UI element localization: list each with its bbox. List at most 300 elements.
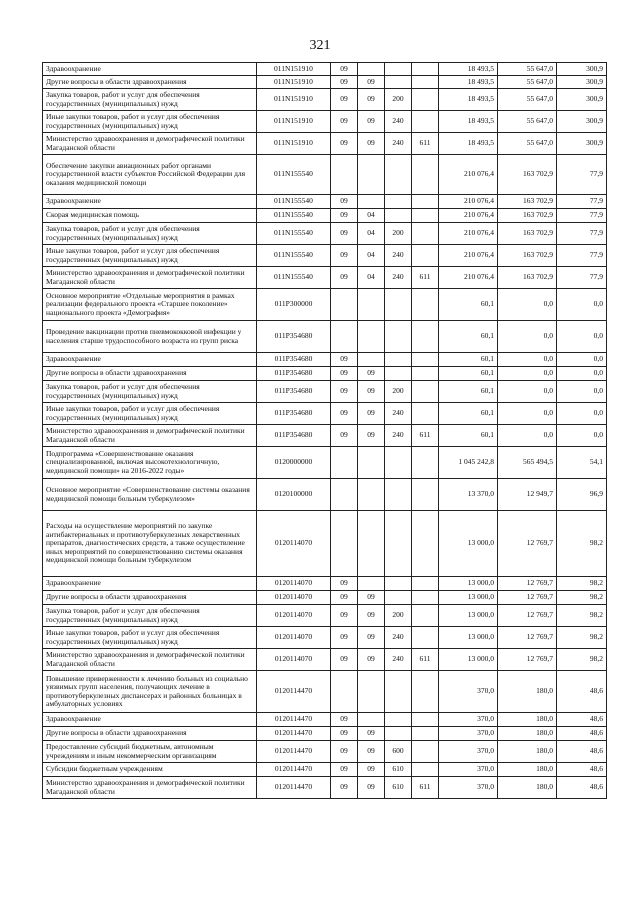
expense-type-code-cell: 610 bbox=[385, 777, 412, 799]
subsection-code-cell: 04 bbox=[358, 267, 385, 289]
target-code-cell: 0120114070 bbox=[257, 577, 331, 591]
grbs-code-cell bbox=[412, 289, 439, 321]
grbs-code-cell bbox=[412, 155, 439, 195]
section-code-cell: 09 bbox=[331, 267, 358, 289]
grbs-code-cell bbox=[412, 76, 439, 89]
planned-amount-cell: 18 493,5 bbox=[439, 133, 498, 155]
expense-name-cell: Основное мероприятие «Отдельные мероприятия в рамках реализации федерального проекта «Старшее поколение» национального проекта «Демография» bbox=[43, 289, 257, 321]
grbs-code-cell bbox=[412, 403, 439, 425]
planned-amount-cell: 13 000,0 bbox=[439, 577, 498, 591]
target-code-cell: 011N151910 bbox=[257, 63, 331, 76]
grbs-code-cell: 611 bbox=[412, 649, 439, 671]
executed-amount-cell: 180,0 bbox=[498, 713, 557, 727]
grbs-code-cell bbox=[412, 367, 439, 381]
planned-amount-cell: 13 000,0 bbox=[439, 511, 498, 577]
target-code-cell: 011N155540 bbox=[257, 155, 331, 195]
planned-amount-cell: 370,0 bbox=[439, 713, 498, 727]
section-code-cell bbox=[331, 447, 358, 479]
section-code-cell: 09 bbox=[331, 209, 358, 223]
subsection-code-cell: 09 bbox=[358, 367, 385, 381]
execution-percent-cell: 0,0 bbox=[557, 403, 607, 425]
planned-amount-cell: 13 000,0 bbox=[439, 591, 498, 605]
subsection-code-cell: 09 bbox=[358, 591, 385, 605]
execution-percent-cell: 98,2 bbox=[557, 627, 607, 649]
subsection-code-cell: 09 bbox=[358, 403, 385, 425]
expense-name-cell: Скорая медицинская помощь bbox=[43, 209, 257, 223]
table-row bbox=[43, 479, 607, 511]
planned-amount-cell: 210 076,4 bbox=[439, 245, 498, 267]
subsection-code-cell: 09 bbox=[358, 89, 385, 111]
table-row bbox=[43, 76, 607, 89]
executed-amount-cell: 55 647,0 bbox=[498, 89, 557, 111]
subsection-code-cell bbox=[358, 155, 385, 195]
target-code-cell: 011P354680 bbox=[257, 353, 331, 367]
expense-type-code-cell bbox=[385, 209, 412, 223]
subsection-code-cell: 09 bbox=[358, 763, 385, 777]
expense-name-cell: Закупка товаров, работ и услуг для обеспечения государственных (муниципальных) нужд bbox=[43, 605, 257, 627]
expense-name-cell: Иные закупки товаров, работ и услуг для обеспечения государственных (муниципальных) нужд bbox=[43, 111, 257, 133]
table-row bbox=[43, 289, 607, 321]
subsection-code-cell bbox=[358, 671, 385, 713]
target-code-cell: 0120114070 bbox=[257, 627, 331, 649]
grbs-code-cell: 611 bbox=[412, 133, 439, 155]
executed-amount-cell: 12 769,7 bbox=[498, 577, 557, 591]
executed-amount-cell: 163 702,9 bbox=[498, 209, 557, 223]
expense-name-cell: Другие вопросы в области здравоохранения bbox=[43, 367, 257, 381]
planned-amount-cell: 370,0 bbox=[439, 741, 498, 763]
table-row bbox=[43, 627, 607, 649]
table-row bbox=[43, 209, 607, 223]
executed-amount-cell: 163 702,9 bbox=[498, 267, 557, 289]
expense-name-cell: Здравоохранение bbox=[43, 713, 257, 727]
subsection-code-cell: 09 bbox=[358, 727, 385, 741]
planned-amount-cell: 370,0 bbox=[439, 777, 498, 799]
subsection-code-cell bbox=[358, 321, 385, 353]
expense-type-code-cell: 240 bbox=[385, 627, 412, 649]
section-code-cell: 09 bbox=[331, 777, 358, 799]
expense-type-code-cell: 200 bbox=[385, 89, 412, 111]
target-code-cell: 0120114470 bbox=[257, 671, 331, 713]
subsection-code-cell: 09 bbox=[358, 649, 385, 671]
expense-type-code-cell bbox=[385, 367, 412, 381]
table-row bbox=[43, 605, 607, 627]
planned-amount-cell: 210 076,4 bbox=[439, 209, 498, 223]
execution-percent-cell: 300,9 bbox=[557, 111, 607, 133]
execution-percent-cell: 54,1 bbox=[557, 447, 607, 479]
executed-amount-cell: 565 494,5 bbox=[498, 447, 557, 479]
grbs-code-cell bbox=[412, 321, 439, 353]
target-code-cell: 0120114470 bbox=[257, 741, 331, 763]
expense-name-cell: Обеспечение закупки авиационных работ органами государственной власти субъектов Российской Федерации для оказания медицинской помощи bbox=[43, 155, 257, 195]
target-code-cell: 011P354680 bbox=[257, 381, 331, 403]
section-code-cell bbox=[331, 671, 358, 713]
expense-name-cell: Расходы на осуществление мероприятий по закупке антибактериальных и противотуберкулезных лекарственных препаратов, диагностических средств, а также осуществление иных мероприятий по совершенствованию системы оказания медицинской помощи больным туберкулезом bbox=[43, 511, 257, 577]
section-code-cell: 09 bbox=[331, 741, 358, 763]
executed-amount-cell: 55 647,0 bbox=[498, 63, 557, 76]
planned-amount-cell: 210 076,4 bbox=[439, 223, 498, 245]
executed-amount-cell: 180,0 bbox=[498, 727, 557, 741]
target-code-cell: 0120114070 bbox=[257, 605, 331, 627]
grbs-code-cell: 611 bbox=[412, 425, 439, 447]
table-row bbox=[43, 245, 607, 267]
expense-name-cell: Проведение вакцинации против пневмококковой инфекции у населения старше трудоспособного возраста из групп риска bbox=[43, 321, 257, 353]
expense-name-cell: Здравоохранение bbox=[43, 63, 257, 76]
target-code-cell: 0120100000 bbox=[257, 479, 331, 511]
expense-type-code-cell bbox=[385, 321, 412, 353]
target-code-cell: 011N151910 bbox=[257, 111, 331, 133]
table-row bbox=[43, 777, 607, 799]
target-code-cell: 011N155540 bbox=[257, 245, 331, 267]
expense-type-code-cell: 610 bbox=[385, 763, 412, 777]
execution-percent-cell: 98,2 bbox=[557, 605, 607, 627]
subsection-code-cell bbox=[358, 713, 385, 727]
grbs-code-cell bbox=[412, 577, 439, 591]
executed-amount-cell: 0,0 bbox=[498, 289, 557, 321]
expense-name-cell: Повышение приверженности к лечению больных из социально уязвимых групп населения, получающих лечение в противотуберкулезных диспансерах и районных больницах в амбулаторных условиях bbox=[43, 671, 257, 713]
section-code-cell: 09 bbox=[331, 591, 358, 605]
section-code-cell: 09 bbox=[331, 245, 358, 267]
subsection-code-cell: 09 bbox=[358, 627, 385, 649]
section-code-cell: 09 bbox=[331, 727, 358, 741]
planned-amount-cell: 18 493,5 bbox=[439, 63, 498, 76]
target-code-cell: 0120000000 bbox=[257, 447, 331, 479]
expense-type-code-cell: 240 bbox=[385, 111, 412, 133]
expense-name-cell: Закупка товаров, работ и услуг для обеспечения государственных (муниципальных) нужд bbox=[43, 223, 257, 245]
table-row bbox=[43, 447, 607, 479]
expense-name-cell: Другие вопросы в области здравоохранения bbox=[43, 76, 257, 89]
expense-type-code-cell bbox=[385, 591, 412, 605]
expense-type-code-cell bbox=[385, 479, 412, 511]
grbs-code-cell bbox=[412, 479, 439, 511]
section-code-cell: 09 bbox=[331, 605, 358, 627]
target-code-cell: 0120114470 bbox=[257, 727, 331, 741]
expense-type-code-cell: 240 bbox=[385, 267, 412, 289]
planned-amount-cell: 18 493,5 bbox=[439, 89, 498, 111]
section-code-cell: 09 bbox=[331, 76, 358, 89]
expense-type-code-cell: 240 bbox=[385, 425, 412, 447]
target-code-cell: 011P354680 bbox=[257, 425, 331, 447]
executed-amount-cell: 12 769,7 bbox=[498, 627, 557, 649]
planned-amount-cell: 370,0 bbox=[439, 671, 498, 713]
section-code-cell: 09 bbox=[331, 111, 358, 133]
execution-percent-cell: 48,6 bbox=[557, 777, 607, 799]
expense-name-cell: Закупка товаров, работ и услуг для обеспечения государственных (муниципальных) нужд bbox=[43, 381, 257, 403]
subsection-code-cell bbox=[358, 479, 385, 511]
section-code-cell: 09 bbox=[331, 353, 358, 367]
expense-name-cell: Министерство здравоохранения и демографической политики Магаданской области bbox=[43, 425, 257, 447]
grbs-code-cell bbox=[412, 447, 439, 479]
subsection-code-cell: 09 bbox=[358, 111, 385, 133]
execution-percent-cell: 0,0 bbox=[557, 321, 607, 353]
planned-amount-cell: 60,1 bbox=[439, 321, 498, 353]
expense-name-cell: Иные закупки товаров, работ и услуг для обеспечения государственных (муниципальных) нужд bbox=[43, 627, 257, 649]
table-row bbox=[43, 727, 607, 741]
execution-percent-cell: 98,2 bbox=[557, 577, 607, 591]
target-code-cell: 011N151910 bbox=[257, 133, 331, 155]
target-code-cell: 011P354680 bbox=[257, 321, 331, 353]
executed-amount-cell: 12 769,7 bbox=[498, 511, 557, 577]
expense-type-code-cell bbox=[385, 447, 412, 479]
expense-name-cell: Иные закупки товаров, работ и услуг для обеспечения государственных (муниципальных) нужд bbox=[43, 403, 257, 425]
grbs-code-cell: 611 bbox=[412, 777, 439, 799]
table-row bbox=[43, 267, 607, 289]
subsection-code-cell: 09 bbox=[358, 381, 385, 403]
table-row bbox=[43, 577, 607, 591]
expense-type-code-cell: 600 bbox=[385, 741, 412, 763]
planned-amount-cell: 370,0 bbox=[439, 727, 498, 741]
section-code-cell: 09 bbox=[331, 223, 358, 245]
execution-percent-cell: 0,0 bbox=[557, 353, 607, 367]
planned-amount-cell: 13 000,0 bbox=[439, 627, 498, 649]
section-code-cell: 09 bbox=[331, 425, 358, 447]
table-row bbox=[43, 195, 607, 209]
executed-amount-cell: 55 647,0 bbox=[498, 111, 557, 133]
section-code-cell bbox=[331, 479, 358, 511]
executed-amount-cell: 12 949,7 bbox=[498, 479, 557, 511]
planned-amount-cell: 13 000,0 bbox=[439, 649, 498, 671]
table-row bbox=[43, 381, 607, 403]
budget-table bbox=[42, 62, 607, 799]
grbs-code-cell bbox=[412, 627, 439, 649]
planned-amount-cell: 370,0 bbox=[439, 763, 498, 777]
table-row bbox=[43, 367, 607, 381]
planned-amount-cell: 60,1 bbox=[439, 289, 498, 321]
subsection-code-cell: 09 bbox=[358, 76, 385, 89]
execution-percent-cell: 98,2 bbox=[557, 649, 607, 671]
execution-percent-cell: 77,9 bbox=[557, 223, 607, 245]
execution-percent-cell: 48,6 bbox=[557, 713, 607, 727]
section-code-cell bbox=[331, 289, 358, 321]
table-row bbox=[43, 155, 607, 195]
section-code-cell: 09 bbox=[331, 763, 358, 777]
table-row bbox=[43, 713, 607, 727]
section-code-cell: 09 bbox=[331, 713, 358, 727]
expense-type-code-cell: 240 bbox=[385, 403, 412, 425]
table-row bbox=[43, 353, 607, 367]
grbs-code-cell bbox=[412, 381, 439, 403]
expense-type-code-cell bbox=[385, 671, 412, 713]
grbs-code-cell bbox=[412, 511, 439, 577]
expense-type-code-cell: 200 bbox=[385, 381, 412, 403]
table-row bbox=[43, 403, 607, 425]
target-code-cell: 0120114470 bbox=[257, 713, 331, 727]
expense-name-cell: Министерство здравоохранения и демографической политики Магаданской области bbox=[43, 649, 257, 671]
grbs-code-cell bbox=[412, 605, 439, 627]
section-code-cell bbox=[331, 155, 358, 195]
execution-percent-cell: 48,6 bbox=[557, 727, 607, 741]
section-code-cell: 09 bbox=[331, 89, 358, 111]
subsection-code-cell: 04 bbox=[358, 223, 385, 245]
subsection-code-cell: 04 bbox=[358, 209, 385, 223]
subsection-code-cell: 09 bbox=[358, 133, 385, 155]
execution-percent-cell: 48,6 bbox=[557, 741, 607, 763]
expense-name-cell: Закупка товаров, работ и услуг для обеспечения государственных (муниципальных) нужд bbox=[43, 89, 257, 111]
execution-percent-cell: 77,9 bbox=[557, 209, 607, 223]
planned-amount-cell: 60,1 bbox=[439, 425, 498, 447]
target-code-cell: 011N155540 bbox=[257, 209, 331, 223]
target-code-cell: 0120114470 bbox=[257, 777, 331, 799]
target-code-cell: 011N151910 bbox=[257, 76, 331, 89]
section-code-cell: 09 bbox=[331, 627, 358, 649]
subsection-code-cell: 09 bbox=[358, 741, 385, 763]
grbs-code-cell: 611 bbox=[412, 267, 439, 289]
expense-name-cell: Субсидии бюджетным учреждениям bbox=[43, 763, 257, 777]
subsection-code-cell bbox=[358, 353, 385, 367]
expense-type-code-cell bbox=[385, 289, 412, 321]
expense-name-cell: Другие вопросы в области здравоохранения bbox=[43, 591, 257, 605]
grbs-code-cell bbox=[412, 223, 439, 245]
grbs-code-cell bbox=[412, 713, 439, 727]
planned-amount-cell: 60,1 bbox=[439, 353, 498, 367]
execution-percent-cell: 48,6 bbox=[557, 671, 607, 713]
expense-type-code-cell bbox=[385, 713, 412, 727]
executed-amount-cell: 12 769,7 bbox=[498, 591, 557, 605]
execution-percent-cell: 300,9 bbox=[557, 133, 607, 155]
planned-amount-cell: 60,1 bbox=[439, 403, 498, 425]
planned-amount-cell: 60,1 bbox=[439, 381, 498, 403]
grbs-code-cell bbox=[412, 671, 439, 713]
grbs-code-cell bbox=[412, 353, 439, 367]
planned-amount-cell: 18 493,5 bbox=[439, 76, 498, 89]
expense-type-code-cell: 240 bbox=[385, 245, 412, 267]
execution-percent-cell: 300,9 bbox=[557, 63, 607, 76]
execution-percent-cell: 0,0 bbox=[557, 425, 607, 447]
table-row bbox=[43, 223, 607, 245]
executed-amount-cell: 0,0 bbox=[498, 353, 557, 367]
grbs-code-cell bbox=[412, 111, 439, 133]
executed-amount-cell: 163 702,9 bbox=[498, 223, 557, 245]
expense-name-cell: Подпрограмма «Совершенствование оказания специализированной, включая высокотехнологичную, медицинской помощи» на 2016-2022 годы» bbox=[43, 447, 257, 479]
expense-name-cell: Иные закупки товаров, работ и услуг для обеспечения государственных (муниципальных) нужд bbox=[43, 245, 257, 267]
table-row bbox=[43, 111, 607, 133]
section-code-cell: 09 bbox=[331, 577, 358, 591]
page-number: 321 bbox=[309, 38, 331, 53]
section-code-cell: 09 bbox=[331, 649, 358, 671]
expense-type-code-cell bbox=[385, 353, 412, 367]
execution-percent-cell: 77,9 bbox=[557, 245, 607, 267]
expense-type-code-cell bbox=[385, 511, 412, 577]
table-body bbox=[43, 63, 607, 799]
expense-type-code-cell: 240 bbox=[385, 133, 412, 155]
expense-name-cell: Основное мероприятие «Совершенствование системы оказания медицинской помощи больным туберкулезом» bbox=[43, 479, 257, 511]
expense-name-cell: Предоставление субсидий бюджетным, автономным учреждениям и иным некоммерческим организациям bbox=[43, 741, 257, 763]
executed-amount-cell: 12 769,7 bbox=[498, 605, 557, 627]
execution-percent-cell: 98,2 bbox=[557, 591, 607, 605]
expense-type-code-cell bbox=[385, 577, 412, 591]
target-code-cell: 0120114070 bbox=[257, 591, 331, 605]
planned-amount-cell: 18 493,5 bbox=[439, 111, 498, 133]
subsection-code-cell: 09 bbox=[358, 777, 385, 799]
execution-percent-cell: 98,2 bbox=[557, 511, 607, 577]
grbs-code-cell bbox=[412, 209, 439, 223]
subsection-code-cell bbox=[358, 447, 385, 479]
execution-percent-cell: 0,0 bbox=[557, 367, 607, 381]
executed-amount-cell: 55 647,0 bbox=[498, 76, 557, 89]
subsection-code-cell bbox=[358, 195, 385, 209]
section-code-cell: 09 bbox=[331, 195, 358, 209]
expense-type-code-cell bbox=[385, 63, 412, 76]
execution-percent-cell: 300,9 bbox=[557, 89, 607, 111]
target-code-cell: 0120114470 bbox=[257, 763, 331, 777]
subsection-code-cell bbox=[358, 63, 385, 76]
planned-amount-cell: 210 076,4 bbox=[439, 267, 498, 289]
planned-amount-cell: 210 076,4 bbox=[439, 155, 498, 195]
executed-amount-cell: 0,0 bbox=[498, 321, 557, 353]
table-row bbox=[43, 649, 607, 671]
expense-name-cell: Здравоохранение bbox=[43, 195, 257, 209]
section-code-cell: 09 bbox=[331, 63, 358, 76]
expense-name-cell: Здравоохранение bbox=[43, 577, 257, 591]
table-row bbox=[43, 591, 607, 605]
section-code-cell: 09 bbox=[331, 403, 358, 425]
execution-percent-cell: 0,0 bbox=[557, 381, 607, 403]
target-code-cell: 011P354680 bbox=[257, 403, 331, 425]
table-row bbox=[43, 321, 607, 353]
grbs-code-cell bbox=[412, 89, 439, 111]
expense-name-cell: Здравоохранение bbox=[43, 353, 257, 367]
expense-type-code-cell bbox=[385, 195, 412, 209]
execution-percent-cell: 77,9 bbox=[557, 195, 607, 209]
expense-type-code-cell: 240 bbox=[385, 649, 412, 671]
executed-amount-cell: 0,0 bbox=[498, 425, 557, 447]
subsection-code-cell bbox=[358, 577, 385, 591]
planned-amount-cell: 1 045 242,8 bbox=[439, 447, 498, 479]
grbs-code-cell bbox=[412, 63, 439, 76]
subsection-code-cell: 04 bbox=[358, 245, 385, 267]
section-code-cell bbox=[331, 321, 358, 353]
section-code-cell: 09 bbox=[331, 381, 358, 403]
grbs-code-cell bbox=[412, 763, 439, 777]
table-row bbox=[43, 89, 607, 111]
planned-amount-cell: 13 000,0 bbox=[439, 605, 498, 627]
target-code-cell: 011N155540 bbox=[257, 267, 331, 289]
target-code-cell: 011P354680 bbox=[257, 367, 331, 381]
executed-amount-cell: 163 702,9 bbox=[498, 195, 557, 209]
planned-amount-cell: 210 076,4 bbox=[439, 195, 498, 209]
target-code-cell: 011N155540 bbox=[257, 195, 331, 209]
subsection-code-cell: 09 bbox=[358, 425, 385, 447]
section-code-cell: 09 bbox=[331, 133, 358, 155]
expense-type-code-cell: 200 bbox=[385, 223, 412, 245]
grbs-code-cell bbox=[412, 741, 439, 763]
grbs-code-cell bbox=[412, 245, 439, 267]
grbs-code-cell bbox=[412, 591, 439, 605]
execution-percent-cell: 77,9 bbox=[557, 155, 607, 195]
subsection-code-cell: 09 bbox=[358, 605, 385, 627]
executed-amount-cell: 0,0 bbox=[498, 381, 557, 403]
table-row bbox=[43, 511, 607, 577]
expense-type-code-cell bbox=[385, 155, 412, 195]
executed-amount-cell: 180,0 bbox=[498, 741, 557, 763]
section-code-cell bbox=[331, 511, 358, 577]
executed-amount-cell: 0,0 bbox=[498, 367, 557, 381]
expense-name-cell: Министерство здравоохранения и демографической политики Магаданской области bbox=[43, 777, 257, 799]
execution-percent-cell: 0,0 bbox=[557, 289, 607, 321]
executed-amount-cell: 180,0 bbox=[498, 763, 557, 777]
table-row bbox=[43, 763, 607, 777]
expense-type-code-cell: 200 bbox=[385, 605, 412, 627]
target-code-cell: 0120114070 bbox=[257, 649, 331, 671]
execution-percent-cell: 48,6 bbox=[557, 763, 607, 777]
target-code-cell: 011N155540 bbox=[257, 223, 331, 245]
expense-name-cell: Министерство здравоохранения и демографической политики Магаданской области bbox=[43, 267, 257, 289]
expense-name-cell: Другие вопросы в области здравоохранения bbox=[43, 727, 257, 741]
executed-amount-cell: 55 647,0 bbox=[498, 133, 557, 155]
table-row bbox=[43, 741, 607, 763]
grbs-code-cell bbox=[412, 195, 439, 209]
planned-amount-cell: 13 370,0 bbox=[439, 479, 498, 511]
executed-amount-cell: 163 702,9 bbox=[498, 245, 557, 267]
